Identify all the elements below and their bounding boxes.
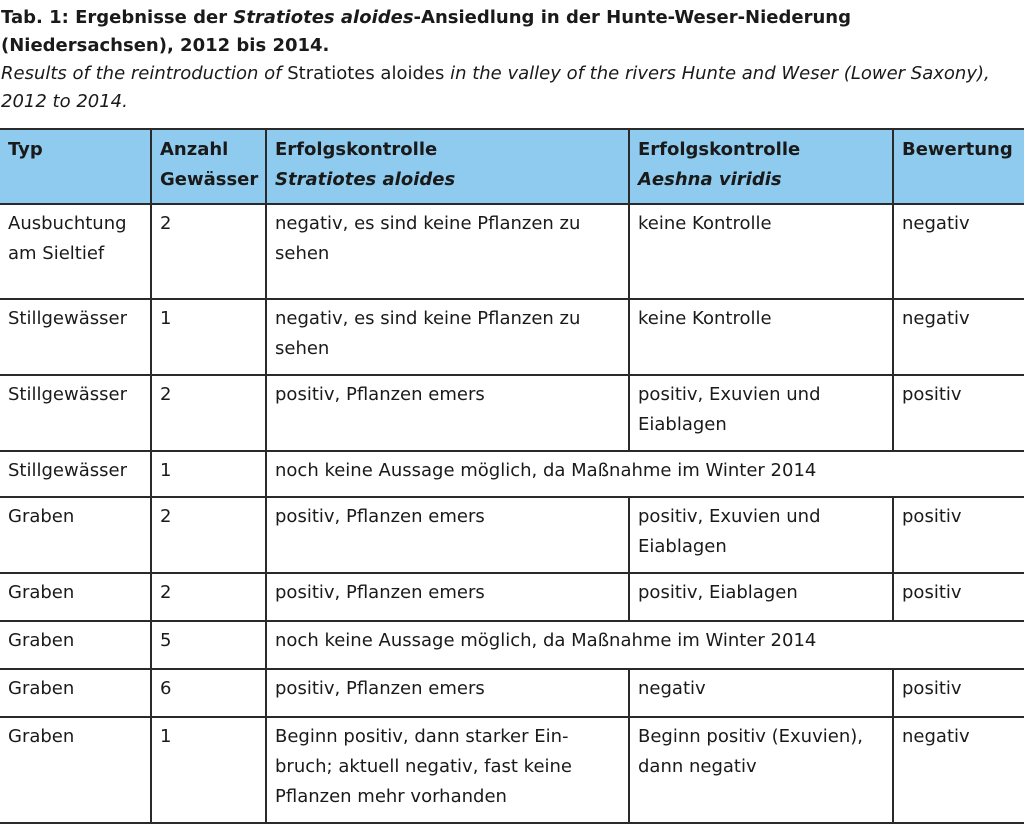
caption-subtitle-suffix: in the valley of the rivers Hunte and Weser (Lower Saxony), 2012 to 2014. — [1, 63, 990, 112]
header-anzahl-line2: Gewässer — [160, 169, 259, 190]
cell-aeshna: positiv, Exuvien und Eiablagen — [629, 497, 893, 573]
caption-title — [0, 4, 1024, 60]
cell-typ: Stillgewässer — [0, 451, 151, 497]
results-table — [0, 128, 1024, 824]
cell-bewertung: negativ — [893, 204, 1024, 299]
header-typ: Typ — [0, 129, 151, 204]
table-row — [0, 375, 1024, 451]
cell-anzahl: 1 — [151, 299, 266, 375]
cell-anzahl: 2 — [151, 497, 266, 573]
table-row — [0, 621, 1024, 669]
table-row — [0, 497, 1024, 573]
caption-subtitle-prefix: Results of the reintroduction of — [1, 63, 288, 84]
header-ek2-species: Aeshna viridis — [638, 169, 782, 190]
cell-anzahl: 2 — [151, 573, 266, 621]
cell-merged-note: noch keine Aussage möglich, da Maßnahme im Winter 2014 — [266, 451, 1024, 497]
cell-typ: Stillgewässer — [0, 299, 151, 375]
header-ek1-line1: Erfolgskontrolle — [275, 139, 438, 160]
cell-aeshna: Beginn positiv (Exuvien), dann negativ — [629, 717, 893, 823]
caption-subtitle-species: Stratiotes aloides — [287, 63, 445, 84]
table-row — [0, 204, 1024, 299]
header-bewertung: Bewertung — [893, 129, 1024, 204]
cell-typ: Graben — [0, 497, 151, 573]
cell-aeshna: keine Kontrolle — [629, 204, 893, 299]
cell-anzahl: 2 — [151, 375, 266, 451]
cell-stratiotes: negativ, es sind keine Pflanzen zu sehen — [266, 204, 629, 299]
cell-typ: Graben — [0, 573, 151, 621]
caption-title-species: Stratiotes aloides — [233, 7, 414, 28]
cell-stratiotes: positiv, Pflanzen emers — [266, 497, 629, 573]
cell-anzahl: 1 — [151, 717, 266, 823]
cell-aeshna: positiv, Eiablagen — [629, 573, 893, 621]
caption-title-prefix: Tab. 1: Ergebnisse der — [1, 7, 234, 28]
cell-typ: Ausbuchtung am Sieltief — [0, 204, 151, 299]
cell-anzahl: 5 — [151, 621, 266, 669]
cell-aeshna: negativ — [629, 669, 893, 717]
caption-subtitle — [0, 60, 1024, 116]
header-erfolgskontrolle-stratiotes — [266, 129, 629, 204]
cell-anzahl: 2 — [151, 204, 266, 299]
cell-anzahl: 1 — [151, 451, 266, 497]
header-ek1-species: Stratiotes aloides — [275, 169, 456, 190]
cell-stratiotes: positiv, Pflanzen emers — [266, 375, 629, 451]
table-row — [0, 669, 1024, 717]
table-row — [0, 717, 1024, 823]
cell-stratiotes: positiv, Pflanzen emers — [266, 669, 629, 717]
cell-bewertung: positiv — [893, 669, 1024, 717]
cell-bewertung: negativ — [893, 299, 1024, 375]
table-row — [0, 451, 1024, 497]
header-row — [0, 129, 1024, 204]
header-anzahl — [151, 129, 266, 204]
cell-stratiotes: Beginn positiv, dann starker Ein-bruch; aktuell negativ, fast keine Pflanzen mehr vorhanden — [266, 717, 629, 823]
cell-anzahl: 6 — [151, 669, 266, 717]
cell-bewertung: negativ — [893, 717, 1024, 823]
cell-typ: Graben — [0, 669, 151, 717]
header-erfolgskontrolle-aeshna — [629, 129, 893, 204]
cell-typ: Graben — [0, 717, 151, 823]
cell-bewertung: positiv — [893, 375, 1024, 451]
cell-bewertung: positiv — [893, 573, 1024, 621]
cell-stratiotes: negativ, es sind keine Pflanzen zu sehen — [266, 299, 629, 375]
table-row — [0, 573, 1024, 621]
header-ek2-line1: Erfolgskontrolle — [638, 139, 801, 160]
caption-title-suffix: -Ansiedlung in der Hunte-Weser-Niederung (Niedersachsen), 2012 bis 2014. — [1, 7, 851, 56]
cell-stratiotes: positiv, Pflanzen emers — [266, 573, 629, 621]
cell-bewertung: positiv — [893, 497, 1024, 573]
cell-typ: Graben — [0, 621, 151, 669]
table-caption — [0, 4, 1024, 116]
cell-aeshna: positiv, Exuvien und Eiablagen — [629, 375, 893, 451]
table-row — [0, 299, 1024, 375]
cell-typ: Stillgewässer — [0, 375, 151, 451]
cell-aeshna: keine Kontrolle — [629, 299, 893, 375]
cell-merged-note: noch keine Aussage möglich, da Maßnahme im Winter 2014 — [266, 621, 1024, 669]
header-anzahl-line1: Anzahl — [160, 139, 229, 160]
